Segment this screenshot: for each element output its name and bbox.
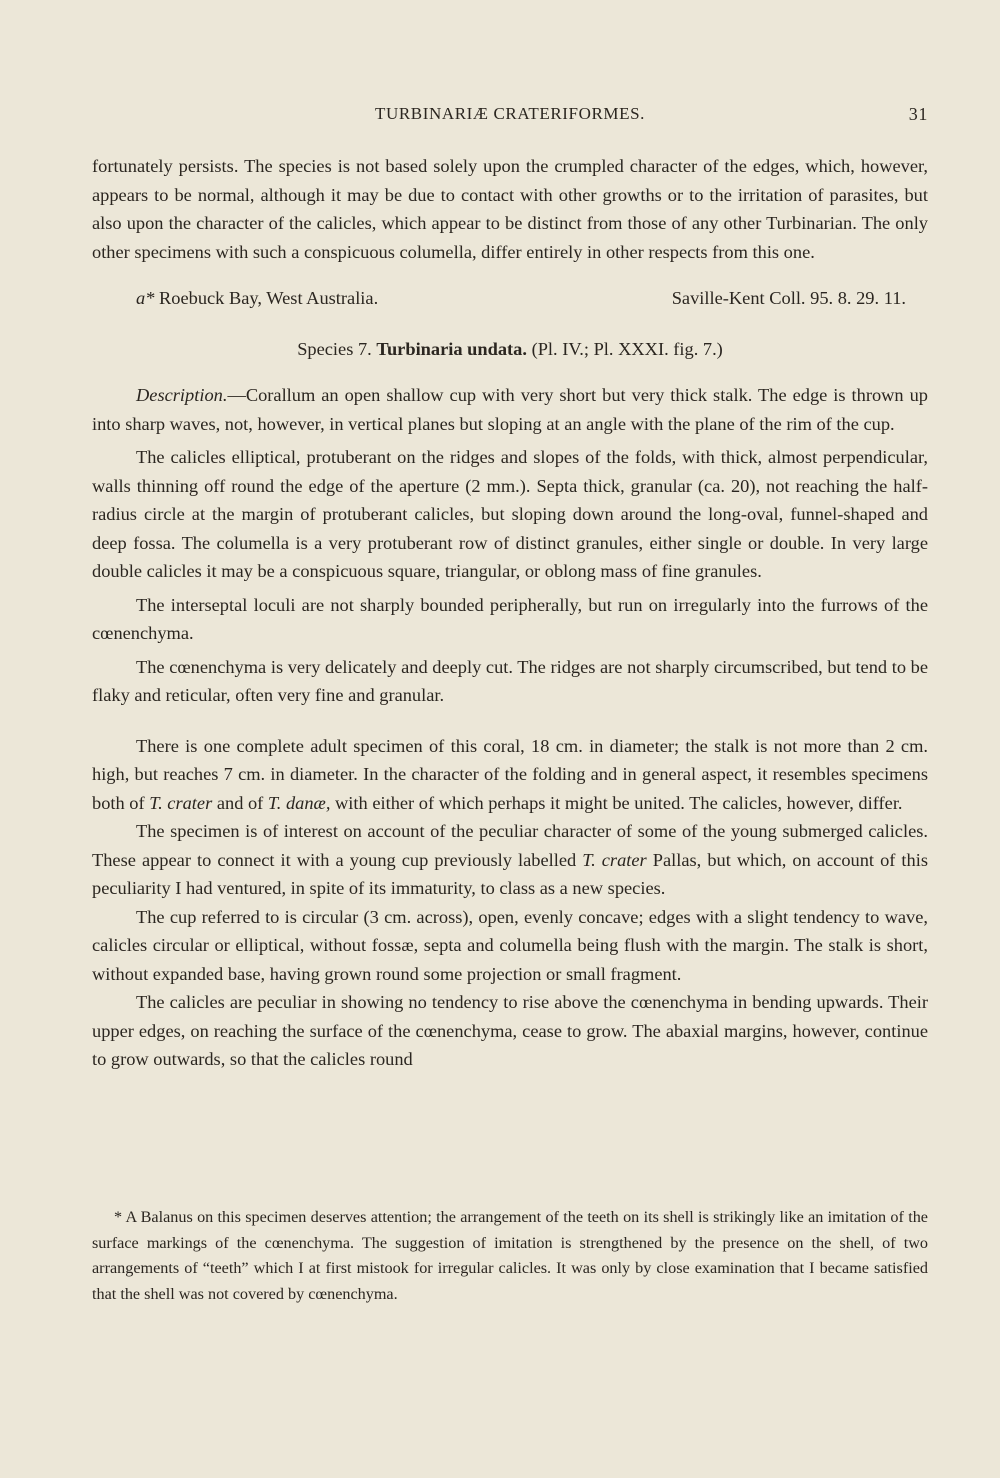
- specimen-text-1: There is one complete adult specimen of this coral, 18 cm. in diameter; the stalk is not more than 2 cm. high, but reaches 7 cm. in diameter. In the character of the folding and in general aspect, it resembles specimens both of: [92, 735, 928, 813]
- description-paragraph: [92, 381, 928, 438]
- loculi-paragraph: The interseptal loculi are not sharply bounded peripherally, but run on irregularly into the furrows of the cœnenchyma.: [92, 594, 928, 643]
- collection-reference: Saville-Kent Coll. 95. 8. 29. 11.: [671, 288, 906, 308]
- running-title: TURBINARIÆ CRATERIFORMES.: [374, 104, 646, 123]
- species-heading: [92, 335, 928, 364]
- specimen-paragraph: [92, 732, 928, 818]
- locality-line: [92, 284, 928, 313]
- body-text: [92, 152, 928, 1074]
- interest-paragraph: [92, 817, 928, 903]
- paragraph-continued: fortunately persists. The species is not based solely upon the crumpled character of the edges, which, however, appears to be normal, although it may be due to contact with other growths or to the irritation of parasites, but also upon the character of the calicles, which appear to be distinct from those of any other Turbinarian. The only other specimens with such a conspicuous columella, differ entirely in other respects from this one.: [92, 156, 928, 262]
- species-ref-danae: T. danæ,: [267, 792, 331, 813]
- species-number: Species 7.: [297, 338, 372, 359]
- species-name: Turbinaria undata.: [376, 338, 527, 359]
- locality-place: Roebuck Bay, West Australia.: [159, 288, 379, 308]
- interest-text-2: Pallas, but which, on account of this peculiarity I had ventured, in spite of its immaturity, to class as a new species.: [92, 849, 929, 898]
- page-number: 31: [908, 104, 928, 124]
- specimen-text-3: with either of which perhaps it might be united. The calicles, however, differ.: [330, 792, 903, 813]
- locality-left: [136, 284, 378, 313]
- species-ref-crater-pallas: T. crater: [582, 849, 647, 870]
- cup-paragraph: The cup referred to is circular (3 cm. across), open, evenly concave; edges with a slight tendency to wave, calicles circular or elliptical, without fossæ, septa and columella being flush with the margin. The stalk is short, without expanded base, having grown round some projection or small fragment.: [92, 906, 928, 984]
- plate-references: (Pl. IV.; Pl. XXXI. fig. 7.): [531, 338, 723, 359]
- species-ref-crater: T. crater: [149, 792, 213, 813]
- description-label: Description.: [136, 385, 228, 405]
- peculiar-calicles-paragraph: The calicles are peculiar in showing no tendency to rise above the cœnenchyma in bending upwards. Their upper edges, on reaching the surface of the cœnenchyma, cease to grow. The abaxial margins, however, continue to grow outwards, so that the calicles round: [92, 992, 928, 1069]
- interest-text-1: The specimen is of interest on account of the peculiar character of some of the young submerged calicles. These appear to connect it with a young cup previously labelled: [92, 821, 928, 870]
- calicles-paragraph: The calicles elliptical, protuberant on the ridges and slopes of the folds, with thick, almost perpendicular, walls thinning off round the edge of the aperture (2 mm.). Septa thick, granular (ca. 20), not reaching the half-radius circle at the margin of protuberant calicles, but sloping down around the long-oval, funnel-shaped and deep fossa. The columella is a very protuberant row of distinct granules, either single or double. In very large double calicles it may be a conspicuous square, triangular, or oblong mass of fine granules.: [92, 447, 928, 581]
- specimen-text-2: and of: [212, 792, 268, 813]
- coenenchyma-paragraph: The cœnenchyma is very delicately and deeply cut. The ridges are not sharply circumscribed, but tend to be flaky and reticular, often very fine and granular.: [92, 656, 928, 705]
- footnote-text: * A Balanus on this specimen deserves attention; the arrangement of the teeth on its shell is strikingly like an imitation of the surface markings of the cœnenchyma. The suggestion of imitation is strengthened by the presence on the shell, of two arrangements of “teeth” which I at first mistook for irregular calicles. It was only by close examination that I became satisfied that the shell was not covered by cœnenchyma.: [92, 1208, 928, 1303]
- footnote: [92, 1205, 928, 1307]
- description-text: —Corallum an open shallow cup with very short but very thick stalk. The edge is thrown up into sharp waves, not, however, in vertical planes but sloping at an angle with the plane of the rim of the cup.: [92, 385, 928, 434]
- specimen-mark: a*: [136, 288, 155, 308]
